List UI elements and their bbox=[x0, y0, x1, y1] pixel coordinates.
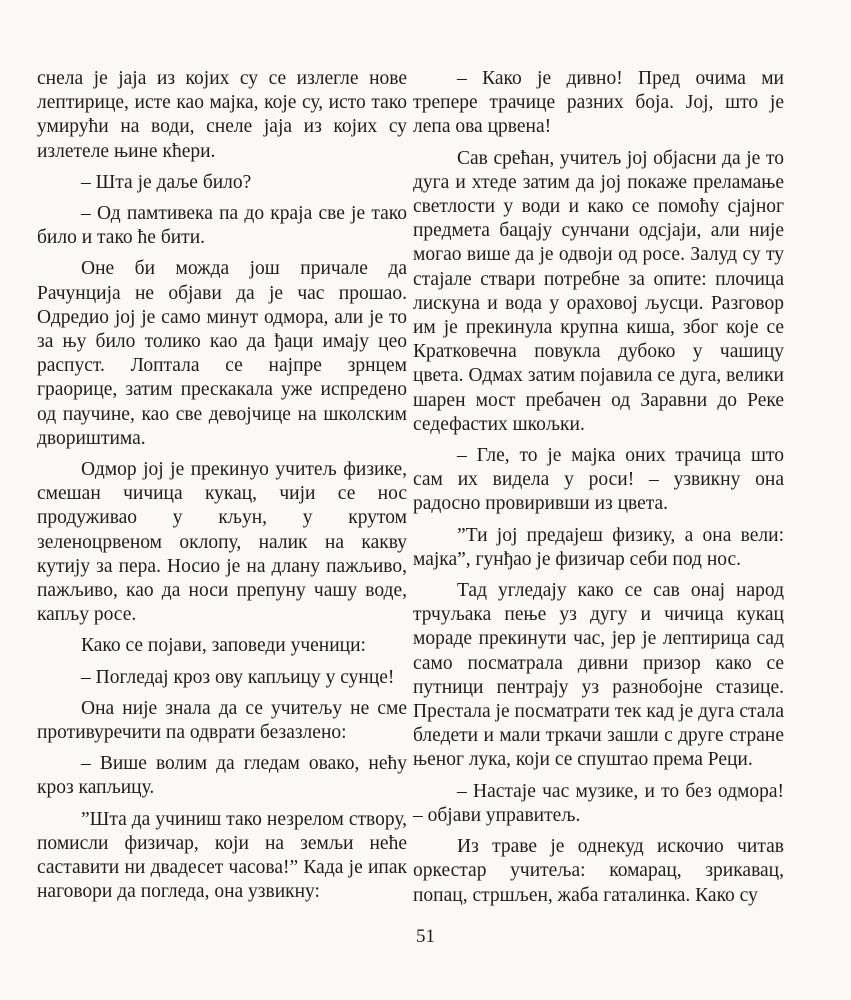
paragraph: снела је јаја из којих су се излегле нове лептирице, исте као мајка, које су, исто тако умирући на води, снеле јаја из којих су излетеле њине кћери. bbox=[37, 68, 407, 162]
paragraph: – Како је дивно! Пред очима ми трепере трачице разних боја. Јој, што је лепа ова црвена! bbox=[413, 68, 784, 138]
paragraph: ”Ти јој предајеш физику, а она вели: мајка”, гунђао је физичар себи под нос. bbox=[413, 524, 784, 570]
right-column bbox=[413, 67, 784, 915]
paragraph: Сав срећан, учитељ јој објасни да је то дуга и хтеде затим да јој покаже преламање светлости у води и како се помоћу сјајног предмета бацају сунчани одсјаји, али није могао више да је одвоји од росе. Залуд су ту стајале ствари потребне за опите: плочица лискуна и вода у ораховој љусци. Разговор им је прекинула крупна киша, због које се Кратковечна повукла дубоко у чашицу цвета. Одмах затим појавила се дуга, велики шарен мост пребачен од Заравни до Реке седефастих шкољки. bbox=[413, 147, 784, 435]
page-number: 51 bbox=[416, 926, 435, 947]
paragraph: – Гле, то је мајка оних трачица што сам их видела у роси! – узвикну она радосно провиривши из цвета. bbox=[413, 445, 784, 515]
paragraph: – Од памтивека па до краја све је тако било и тако ће бити. bbox=[37, 203, 407, 249]
paragraph: Из траве је однекуд искочио читав оркестар учитеља: комарац, зрикавац, попац, стршљен, жаба гаталинка. Како су bbox=[413, 836, 784, 906]
paragraph: – Шта је даље било? bbox=[81, 171, 252, 193]
paragraph: Како се појави, заповеди ученици: bbox=[81, 635, 366, 657]
paragraph: ”Шта да учиниш тако незрелом створу, помисли физичар, који на земљи неће саставити ни двадесет часова!” Када је ипак наговори да погледа, она узвикну: bbox=[37, 808, 407, 903]
paragraph: Одмор јој је прекинуо учитељ физике, смешан чичица кукац, чији се нос продуживао у кљун, у крутом зеленоцрвеном оклопу, налик на какву кутију за пера. Носио је на длану пажљиво, пажљиво, као да носи препуну чашу воде, капљу росе. bbox=[37, 459, 407, 626]
paragraph: – Погледај кроз ову капљицу у сунце! bbox=[81, 666, 395, 688]
paragraph: Тад угледају како се сав онај народ трчуљака пење уз дугу и чичица кукац мораде прекинути час, јер је лептирица сад само посматрала дивни призор како се путници пентрају уз разнобојне стазице. Престала је посматрати тек кад је дуга стала бледети и мали тркачи зашли с друге стране њеног лука, који се спуштао према Реци. bbox=[413, 580, 784, 771]
paragraph: – Настаје час музике, и то без одмора! – објави управитељ. bbox=[413, 780, 784, 826]
paragraph: – Више волим да гледам овако, нећу кроз капљицу. bbox=[37, 753, 407, 799]
left-column bbox=[37, 67, 407, 912]
paragraph: Она није знала да се учитељу не сме противуречити па одврати безазлено: bbox=[37, 697, 407, 744]
paragraph: Оне би можда још причале да Рачунција не објави да је час прошао. Одредио јој је само минут одмора, али је то за њу било толико као да ђаци имају цео распуст. Лоптала се најпре зрнцем граорице, затим прескакала уже испредено од паучине, као све девојчице на школским двориштима. bbox=[37, 258, 407, 449]
